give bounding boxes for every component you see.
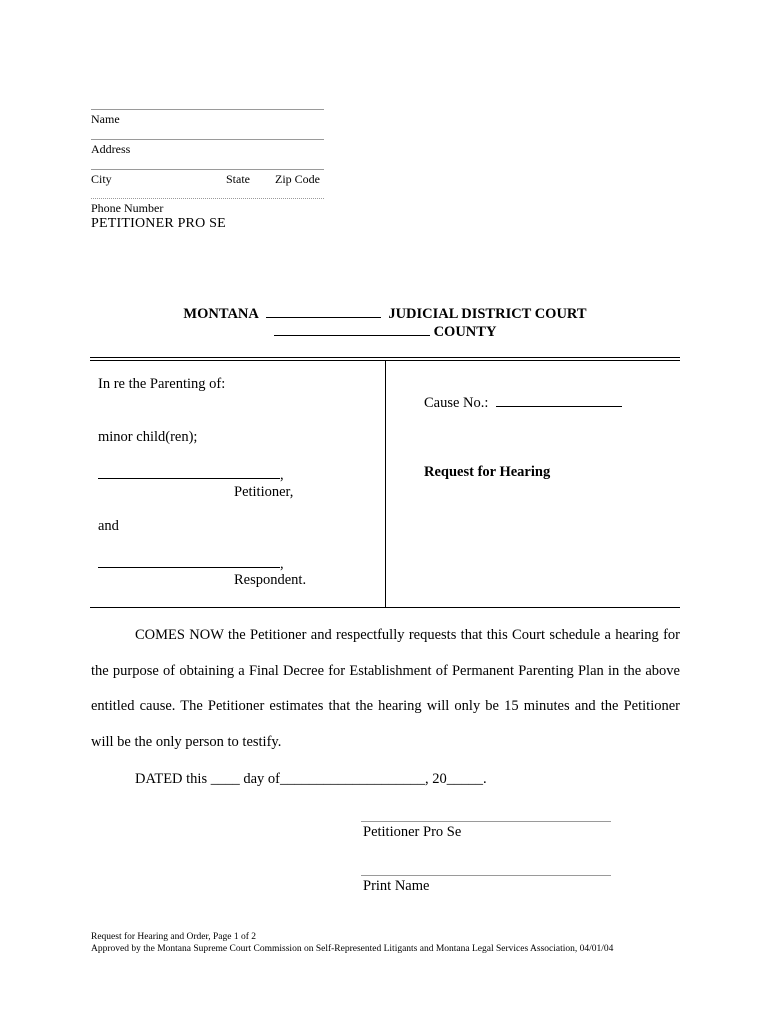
respondent-name-blank[interactable] [98, 555, 280, 568]
caption-divider [385, 360, 386, 608]
county-name-blank[interactable] [274, 323, 430, 336]
caption-double-rule-top [90, 357, 680, 358]
district-number-blank[interactable] [266, 305, 381, 318]
petitioner-comma: , [280, 467, 284, 483]
court-state: MONTANA [183, 306, 259, 322]
phone-line[interactable] [91, 198, 324, 199]
state-label: State [226, 172, 250, 186]
respondent-name-field[interactable] [98, 555, 284, 573]
zip-code-label: Zip Code [275, 172, 320, 186]
in-re-parenting: In re the Parenting of: [98, 376, 226, 392]
minor-children: minor child(ren); [98, 429, 198, 445]
cause-number-blank[interactable] [496, 394, 622, 407]
document-title: Request for Hearing [424, 464, 551, 480]
petitioner-signature-line[interactable] [361, 821, 611, 822]
respondent-comma: , [280, 556, 284, 572]
address-line[interactable] [91, 139, 324, 140]
court-district: JUDICIAL DISTRICT COURT [388, 306, 587, 322]
name-label: Name [91, 112, 120, 126]
footer-page-info: Request for Hearing and Order, Page 1 of 2 [91, 932, 257, 942]
city-label: City [91, 172, 112, 186]
phone-number-label: Phone Number [91, 201, 164, 215]
print-name-label: Print Name [363, 878, 430, 894]
request-paragraph [91, 618, 680, 760]
petitioner-name-blank[interactable] [98, 466, 280, 479]
court-county: COUNTY [433, 324, 497, 340]
respondent-label: Respondent. [234, 572, 307, 588]
footer-approval: Approved by the Montana Supreme Court Commission on Self-Represented Litigants and Montana Legal Services Association, 04/01/04 [91, 944, 614, 954]
request-paragraph-text: COMES NOW the Petitioner and respectfully requests that this Court schedule a hearing for the purpose of obtaining a Final Decree for Establishment of Permanent Parenting Plan in the above entitled cause. The Petitioner estimates that the hearing will only be 15 minutes and the Petitioner will be the only person to testify. [91, 627, 680, 750]
name-line[interactable] [91, 109, 324, 110]
dated-line[interactable]: DATED this ____ day of____________________, 20_____. [135, 771, 487, 787]
petitioner-name-field[interactable] [98, 466, 284, 484]
and-label: and [98, 518, 119, 534]
cause-number-label: Cause No.: [424, 395, 489, 411]
caption-bottom-rule [90, 607, 680, 608]
address-label: Address [91, 142, 131, 156]
cause-number-field[interactable] [424, 394, 622, 412]
print-name-line[interactable] [361, 875, 611, 876]
petitioner-label: Petitioner, [234, 484, 294, 500]
city-state-zip-line[interactable] [91, 169, 324, 170]
petitioner-pro-se-label: Petitioner Pro Se [363, 824, 462, 840]
court-title-line-1 [0, 305, 770, 323]
court-title-line-2 [0, 323, 770, 341]
petitioner-pro-se-heading: PETITIONER PRO SE [91, 216, 226, 231]
